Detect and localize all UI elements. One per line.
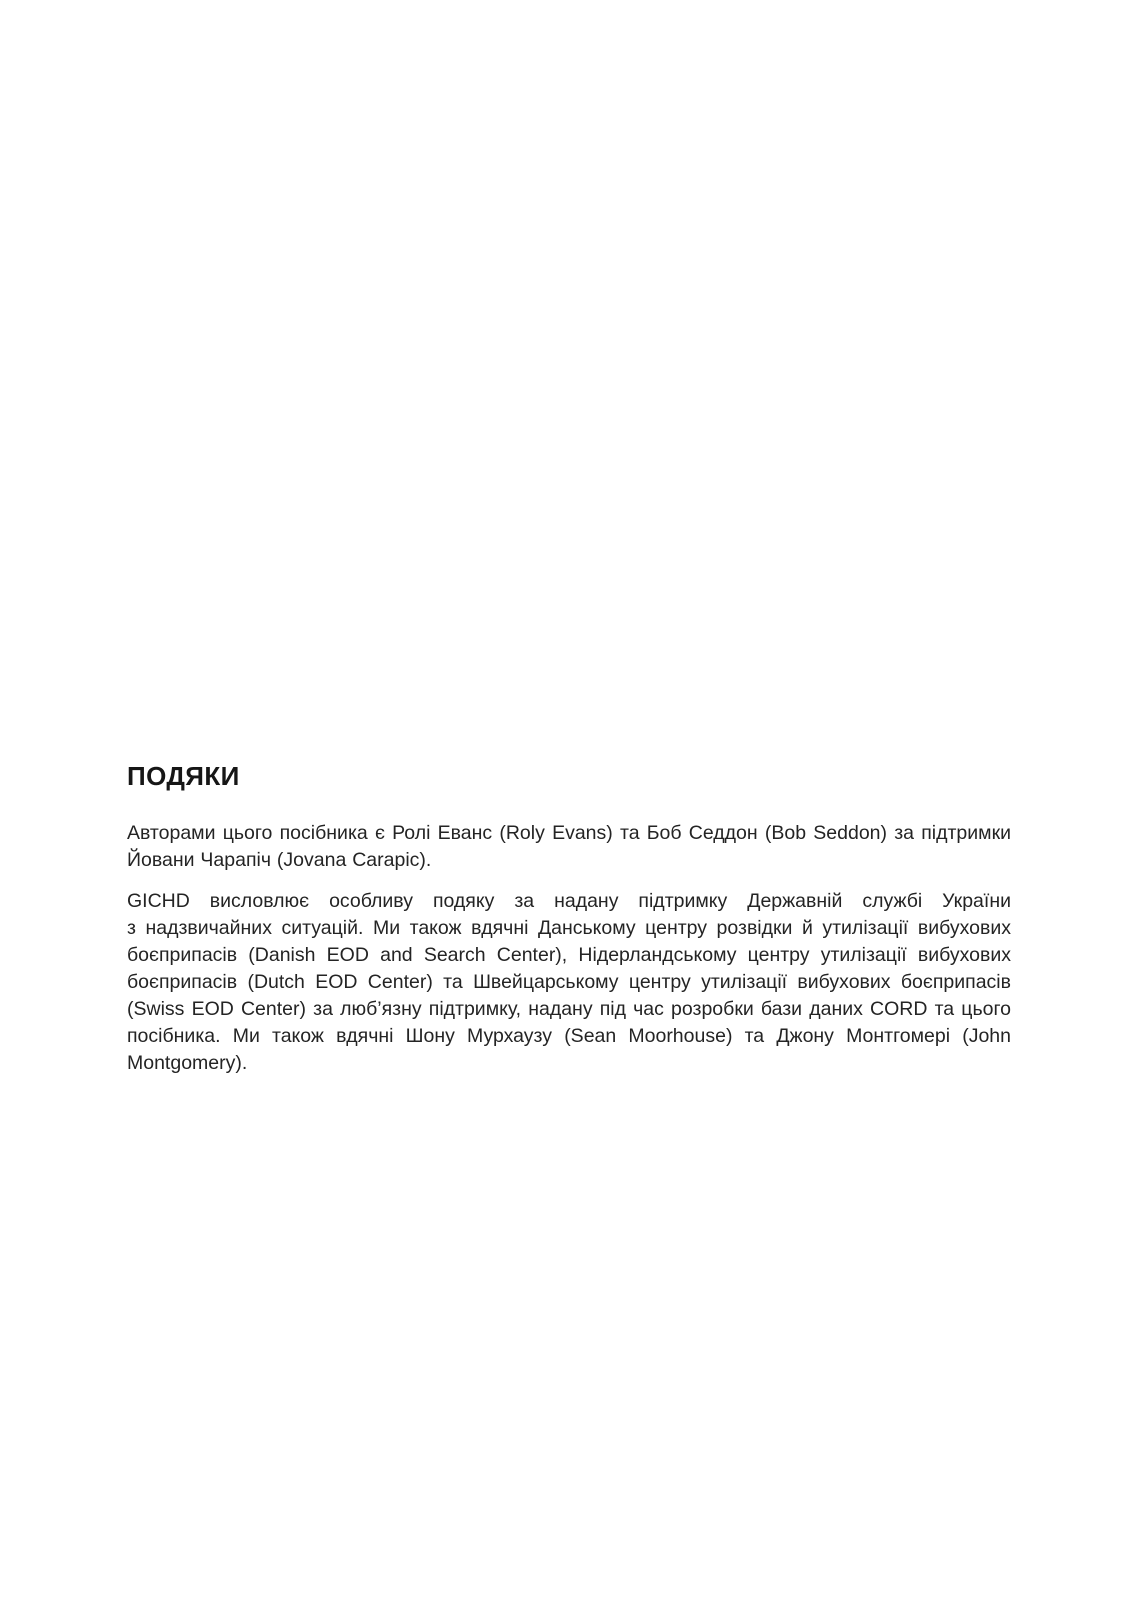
paragraph-acknowledgements: GICHD висловлює особливу подяку за надану підтримку Державній службі України з надзвичайних ситуацій. Ми також вдячні Данському центру розвідки й утилізації вибухових боєприпасів (Danish EOD and Search Center), Нідерландському центру утилізації вибухових боєприпасів (Dutch EOD Center) та Швейцарському центру утилізації вибухових боєприпасів (Swiss EOD Center) за люб’язну підтримку, надану під час розробки бази даних CORD та цього посібника. Ми також вдячні Шону Мурхаузу (Sean Moorhouse) та Джону Монтгомері (John Montgomery).: [127, 890, 1011, 1074]
page-content: [127, 761, 1011, 1077]
section-heading: ПОДЯКИ: [127, 761, 240, 791]
paragraph-authors: Авторами цього посібника є Ролі Еванс (Roly Evans) та Боб Седдон (Bob Seddon) за підтримки Йовани Чарапіч (Jovana Carapic).: [127, 822, 1011, 871]
